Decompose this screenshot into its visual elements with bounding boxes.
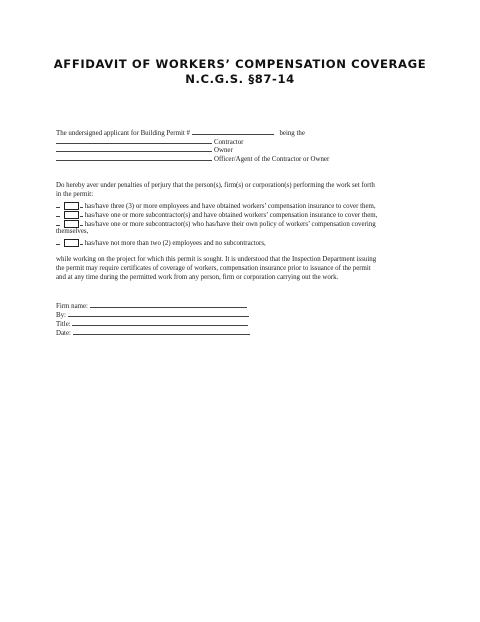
date-label: Date: [56,330,71,337]
owner-field[interactable] [56,145,212,152]
declaration-line-2: in the permit: [56,191,94,198]
title-label: Title: [56,321,71,328]
firm-name-label: Firm name: [56,303,88,310]
document-title: AFFIDAVIT OF WORKERS’ COMPENSATION COVERAGE [53,57,427,71]
closing-line-2: the permit may require certificates of coverage of workers, compensation insurance prior to issuance of the permit [56,265,371,272]
firm-name-field[interactable] [90,301,247,308]
option-2-label: has/have one or more subcontractor(s) and have obtained workers’ compensation insurance to cover them, [84,212,378,219]
date-field[interactable] [73,328,250,335]
intro-suffix: being the [279,130,305,137]
option-3-continuation: themselves, [56,228,89,235]
role-label-contractor: Contractor [214,139,244,146]
role-label-owner: Owner [214,147,233,154]
option-4-checkbox[interactable] [64,239,79,247]
officer-field[interactable] [56,154,212,161]
intro-prefix: The undersigned applicant for Building Permit # [56,130,190,137]
closing-line-3: and at any time during the permitted work from any person, firm or corporation carrying out the work. [56,274,339,281]
closing-line-1: while working on the project for which this permit is sought. It is understood that the Inspection Department issuing [56,256,377,263]
declaration-line-1: Do hereby aver under penalties of perjury that the person(s), firm(s) or corporation(s) performing the work set forth [56,182,375,189]
role-row-officer [56,154,329,164]
option-3-label: has/have one or more subcontractor(s) who has/have their own policy of workers’ compensation covering [84,221,376,228]
title-field[interactable] [72,319,248,326]
option-1-label: has/have three (3) or more employees and have obtained workers’ compensation insurance to cover them, [84,203,376,210]
statute-reference: N.C.G.S. §87-14 [185,72,295,86]
role-label-officer: Officer/Agent of the Contractor or Owner [214,156,330,163]
date-row [56,328,250,338]
option-row-3 [56,219,376,229]
by-field[interactable] [68,310,249,317]
option-row-4 [56,238,266,248]
by-label: By: [56,312,66,319]
option-4-label: has/have not more than two (2) employees and no subcontractors, [84,240,266,247]
permit-number-field[interactable] [192,128,274,135]
contractor-field[interactable] [56,137,212,144]
